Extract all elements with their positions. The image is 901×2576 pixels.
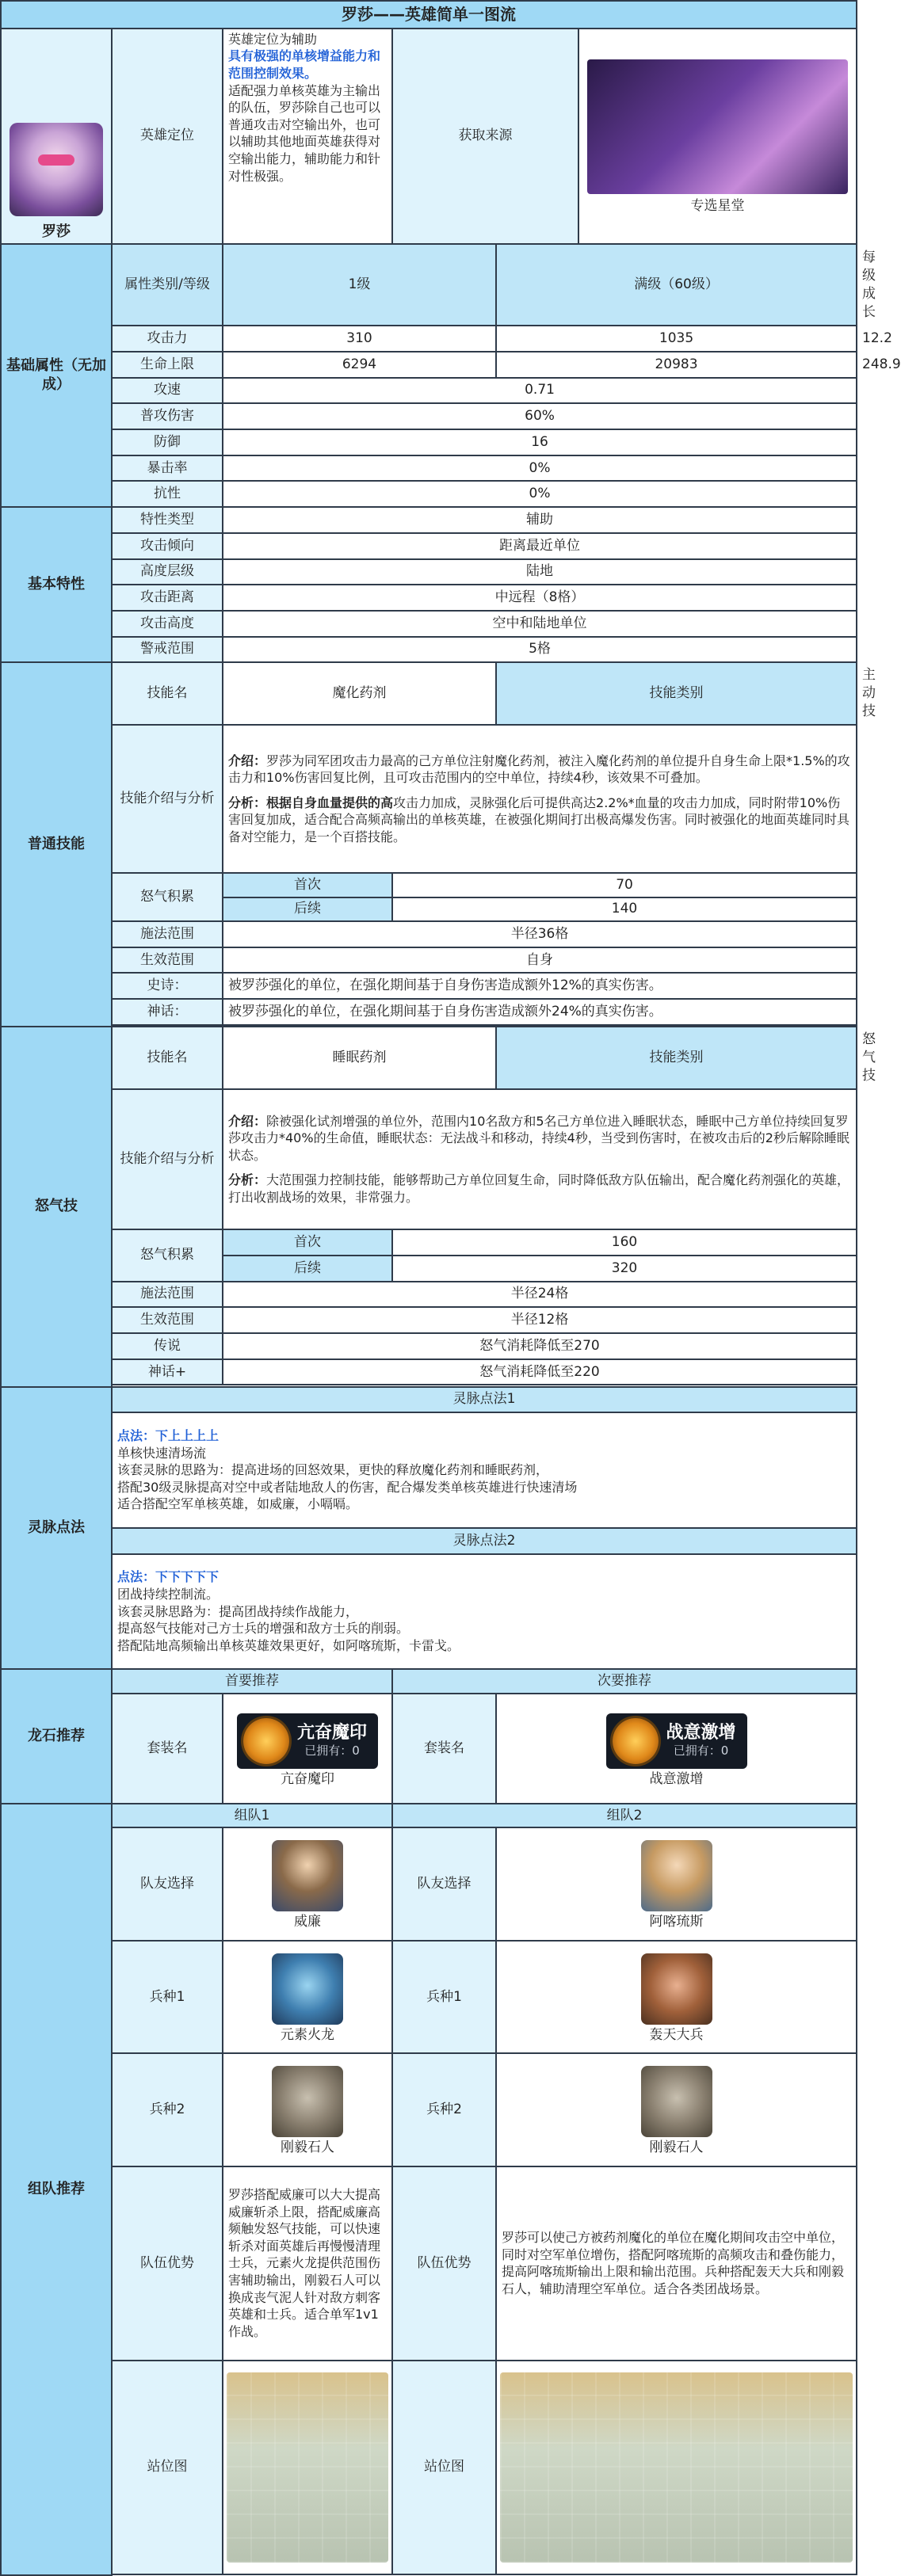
attack-label: 攻击力 — [112, 326, 223, 352]
skill1-first-value: 70 — [392, 873, 857, 897]
team2-troop2-label: 兵种2 — [392, 2053, 496, 2166]
team1-head: 组队1 — [112, 1804, 392, 1828]
skill2-rage-label: 怒气积累 — [112, 1229, 223, 1281]
dragon-set-2: 战意激增 已拥有：0 战意激增 — [496, 1694, 857, 1804]
skill1-type-label: 技能类别 — [496, 662, 857, 725]
team2-troop1: 轰天大兵 — [496, 1941, 857, 2053]
attack-height-value: 空中和陆地单位 — [223, 611, 857, 637]
skill2-first-value: 160 — [392, 1229, 857, 1256]
stone-golem-avatar-2 — [641, 2066, 712, 2137]
william-avatar — [272, 1840, 343, 1911]
team-section-label: 组队推荐 — [1, 1804, 112, 2575]
resist-label: 抗性 — [112, 481, 223, 507]
basic-section-label: 基础属性（无加成） — [1, 244, 112, 507]
skill1-rage-label: 怒气积累 — [112, 873, 223, 921]
team2-pos — [496, 2361, 857, 2574]
skill2-myth-label: 神话+ — [112, 1359, 223, 1385]
attack-height-label: 攻击高度 — [112, 611, 223, 637]
hero-portrait — [10, 123, 103, 216]
vein-method1-body: 点法：下上上上上 单核快速清场流 该套灵脉的思路为：提高进场的回怒效果，更快的释放魔化药剂和睡眠药剂， 搭配30级灵脉提高对空中或者陆地敌人的伤害，配合爆发类单核英雄进行快速清场 适合搭配空军单核英雄，如威廉，小嗝嗝。 — [112, 1412, 857, 1528]
skill1-effect-label: 生效范围 — [112, 947, 223, 974]
hero-cell — [1, 29, 112, 244]
hp-label: 生命上限 — [112, 352, 223, 378]
skill1-first-label: 首次 — [223, 873, 392, 897]
resist-value: 0% — [223, 481, 857, 507]
hero-info-sheet: 罗莎——英雄简单一图流 罗莎 英雄定位 英雄定位为辅助 具有极强的单核增益能力和范围控制效果。 适配强力单核英雄为主输出的队伍，罗莎除自己也可以普通攻击对空输出外，也可以辅助其他地面英雄获得对空输出能力，辅助能力和针对性极强。 获取来源 专选星堂 基础属性（无加成） 属性类别/等级 1级 满级（60级） 每级成长 攻击力 310 1035 12.2 生命上限 6294 20983 248.9 攻速 0.71 普攻伤害 60% 防御 16 暴击率 0% 抗性 0% 基本特性 特性类型 辅助 攻击倾向 距离最近单位 高度层级 陆地 攻击距离 中远程（8格） 攻击高度 空中和陆地单位 警戒范围 5格 普通技能 技能名 魔化药剂 技能类别 主动技 技能介绍与分析 介绍：罗莎为同军团攻击力最高的己方单位注射魔化药剂，被注入魔化药剂的单位提升自身生命上限*1.5%的攻击力和10%伤害回复比例，且可攻击范围内的空中单位，持续4秒，该效果不可叠加。 分析：根据自身血量提供的高攻击力加成，灵脉强化后可提供高达2.2%*血量的攻击力加成，同时附带10%伤害回复加成，适合配合高频高输出的单核英雄，在被强化期间打出极高爆发伤害。同时被强化的地面英雄同时具备对空能力，是一个百搭技能。 怒气积累 首次 70 后续 140 施法范围 半径36格 生效范围 自身 史诗： 被罗莎强化的单位，在强化期间基于自身伤害造成额外12%的真实伤害。 神话： 被罗莎强化的单位，在强化期间基于自身伤害造成额外24%的真实伤害。 怒气技 技能名 睡眠药剂 技能类别 怒气技 技能介绍与分析 介绍：除被强化试剂增强的单位外，范围内10名敌方和5名己方单位进入睡眠状态，睡眠中己方单位持续回复罗莎攻击力*40%的生命值，睡眠状态：无法战斗和移动，持续4秒，当受到伤害时，在被攻击后的2秒后解除睡眠状态。 分析：大范围强力控制技能，能够帮助己方单位回复生命，同时降低敌方队伍输出，配合魔化药剂强化的英雄，打出收割战场的效果，非常强力。 怒气积累 首次 160 后续 320 施法范围 半径24格 生效范围 半径12格 传说 怒气消耗降低至270 神话+ 怒气消耗降低至220 灵脉点法 灵脉点法1 点法：下上上上上 单核快速清场流 该套灵脉的思路为：提高进场的回怒效果，更快的释放魔化药剂和睡眠药剂， 搭配30级灵脉提高对空中或者陆地敌人的伤害，配合爆发类单核英雄进行快速清场 适合搭配空军单核英雄，如威廉，小嗝嗝。 灵脉点法2 点法：下下下下下 团战持续控制流。 该套灵脉思路为：提高团战持续作战能力， 提高怒气技能对己方士兵的增强和敌方士兵的削弱。 搭配陆地高频输出单核英雄效果更好，如阿喀琉斯，卡雷戈。 龙石推荐 首要推荐 次要推荐 套装名 亢奋魔印 已拥有：0 亢奋魔印 套装名 战意激增 已拥有：0 战意激增 组队推荐 组队1 组队2 队友选择 威廉 队友选择 阿喀琉斯 兵种1 元素火龙 兵种1 轰天大兵 兵种2 刚毅石人 兵种2 刚毅石人 队伍优势 罗莎搭配威廉可以大大提高威廉斩杀上限，搭配威廉高频触发怒气技能，可以快速斩杀对面英雄后再慢慢清理士兵，元素火龙提供范围伤害辅助输出，刚毅石人可以换成丧气泥人针对敌方刺客英雄和士兵。适合单军1v1作战。 队伍优势 罗莎可以使己方被药剂魔化的单位在魔化期间攻击空中单位，同时对空军单位增伤，搭配阿喀琉斯的高频攻击和叠伤能力，提高阿喀琉斯输出上限和输出范围。兵种搭配轰天大兵和刚毅石人，辅助清理空军单位。适合各类团战场景。 站位图 站位图 — [0, 0, 857, 2576]
trait-type-value: 辅助 — [223, 507, 857, 533]
attack-range-value: 中远程（8格） — [223, 585, 857, 611]
store-screenshot — [587, 59, 848, 194]
skill1-intro-label: 技能介绍与分析 — [112, 725, 223, 873]
team2-pos-label: 站位图 — [392, 2361, 496, 2574]
team1-adv-label: 队伍优势 — [112, 2166, 223, 2361]
basic-head-max: 满级（60级） — [496, 244, 857, 326]
skill2-intro-text: 介绍：除被强化试剂增强的单位外，范围内10名敌方和5名己方单位进入睡眠状态，睡眠中己方单位持续回复罗莎攻击力*40%的生命值，睡眠状态：无法战斗和移动，持续4秒，当受到伤害时，在被攻击后的2秒后解除睡眠状态。 分析：大范围强力控制技能，能够帮助己方单位回复生命，同时降低敌方队伍输出，配合魔化药剂强化的英雄，打出收割战场的效果，非常强力。 — [223, 1089, 857, 1229]
skill2-after-label: 后续 — [223, 1256, 392, 1282]
fire-dragon-avatar — [272, 1953, 343, 2025]
team1-pos-label: 站位图 — [112, 2361, 223, 2574]
source-value: 专选星堂 — [690, 198, 745, 215]
achilles-avatar — [641, 1840, 712, 1911]
height-layer-value: 陆地 — [223, 559, 857, 585]
traits-section-label: 基本特性 — [1, 507, 112, 662]
team2-troop1-label: 兵种1 — [392, 1941, 496, 2053]
attack-lv1: 310 — [223, 326, 496, 352]
team2-adv-label: 队伍优势 — [392, 2166, 496, 2361]
height-layer-label: 高度层级 — [112, 559, 223, 585]
dragon-primary-head: 首要推荐 — [112, 1669, 392, 1694]
hp-lv1: 6294 — [223, 352, 496, 378]
alert-range-label: 警戒范围 — [112, 637, 223, 663]
team1-troop2: 刚毅石人 — [223, 2053, 392, 2166]
crit-label: 暴击率 — [112, 455, 223, 482]
dragon-set-label-1: 套装名 — [112, 1694, 223, 1804]
team1-troop1: 元素火龙 — [223, 1941, 392, 2053]
dragon-secondary-head: 次要推荐 — [392, 1669, 857, 1694]
skill2-type-label: 技能类别 — [496, 1027, 857, 1089]
team1-mate: 威廉 — [223, 1827, 392, 1940]
flame-seal-icon — [243, 1718, 289, 1764]
target-pref-label: 攻击倾向 — [112, 533, 223, 559]
hp-max: 20983 — [496, 352, 857, 378]
alert-range-value: 5格 — [223, 637, 857, 663]
skill1-after-label: 后续 — [223, 897, 392, 922]
skill1-myth-label: 神话： — [112, 999, 223, 1025]
attack-speed-value: 0.71 — [223, 378, 857, 404]
basic-head-category: 属性类别/等级 — [112, 244, 223, 326]
normal-damage-value: 60% — [223, 403, 857, 429]
source-cell — [578, 29, 857, 244]
dragon-set-1: 亢奋魔印 已拥有：0 亢奋魔印 — [223, 1694, 392, 1804]
dragon-badge-1: 亢奋魔印 已拥有：0 — [237, 1713, 378, 1769]
team2-mate-label: 队友选择 — [392, 1827, 496, 1940]
basic-head-lv1: 1级 — [223, 244, 496, 326]
attack-max: 1035 — [496, 326, 857, 352]
skill1-name: 魔化药剂 — [223, 662, 496, 725]
trait-type-label: 特性类型 — [112, 507, 223, 533]
skill2-section-label: 怒气技 — [1, 1027, 112, 1387]
skill1-intro-text: 介绍：罗莎为同军团攻击力最高的己方单位注射魔化药剂，被注入魔化药剂的单位提升自身生命上限*1.5%的攻击力和10%伤害回复比例，且可攻击范围内的空中单位，持续4秒，该效果不可叠加。 分析：根据自身血量提供的高攻击力加成，灵脉强化后可提供高达2.2%*血量的攻击力加成，同时附带10%伤害回复加成，适合配合高频高输出的单核英雄，在被强化期间打出极高爆发伤害。同时被强化的地面英雄同时具备对空能力，是一个百搭技能。 — [223, 725, 857, 873]
skill1-cast-label: 施法范围 — [112, 921, 223, 947]
war-drum-icon — [613, 1718, 659, 1764]
skill2-first-label: 首次 — [223, 1229, 392, 1256]
skill2-cast-value: 半径24格 — [223, 1282, 857, 1308]
skill1-effect-value: 自身 — [223, 947, 857, 974]
defense-value: 16 — [223, 429, 857, 455]
skill2-legend-value: 怒气消耗降低至270 — [223, 1333, 857, 1359]
page-title: 罗莎——英雄简单一图流 — [1, 1, 857, 29]
normal-damage-label: 普攻伤害 — [112, 403, 223, 429]
dragon-badge-2: 战意激增 已拥有：0 — [606, 1713, 747, 1769]
team2-mate: 阿喀琉斯 — [496, 1827, 857, 1940]
team2-head: 组队2 — [392, 1804, 857, 1828]
skill1-section-label: 普通技能 — [1, 662, 112, 1027]
vein-method2-head: 灵脉点法2 — [112, 1528, 857, 1554]
team2-formation-map — [500, 2372, 853, 2563]
skill2-cast-label: 施法范围 — [112, 1282, 223, 1308]
team1-formation-map — [227, 2372, 388, 2563]
skill1-myth-value: 被罗莎强化的单位，在强化期间基于自身伤害造成额外24%的真实伤害。 — [223, 999, 857, 1025]
skill2-intro-label: 技能介绍与分析 — [112, 1089, 223, 1229]
skill2-effect-value: 半径12格 — [223, 1307, 857, 1333]
crit-value: 0% — [223, 455, 857, 482]
vein-section-label: 灵脉点法 — [1, 1387, 112, 1670]
dragon-set-label-2: 套装名 — [392, 1694, 496, 1804]
team2-troop2: 刚毅石人 — [496, 2053, 857, 2166]
skill1-epic-label: 史诗： — [112, 973, 223, 999]
skill2-name-label: 技能名 — [112, 1027, 223, 1089]
team1-troop1-label: 兵种1 — [112, 1941, 223, 2053]
skill2-myth-value: 怒气消耗降低至220 — [223, 1359, 857, 1385]
bomber-avatar — [641, 1953, 712, 2025]
skill2-effect-label: 生效范围 — [112, 1307, 223, 1333]
source-label: 获取来源 — [392, 29, 578, 244]
skill1-after-value: 140 — [392, 897, 857, 922]
hero-position-text: 英雄定位为辅助 具有极强的单核增益能力和范围控制效果。 适配强力单核英雄为主输出的队伍，罗莎除自己也可以普通攻击对空输出外，也可以辅助其他地面英雄获得对空输出能力，辅助能力和针对性极强。 — [223, 29, 392, 244]
defense-label: 防御 — [112, 429, 223, 455]
dragon-section-label: 龙石推荐 — [1, 1669, 112, 1804]
skill2-name: 睡眠药剂 — [223, 1027, 496, 1089]
team2-adv: 罗莎可以使己方被药剂魔化的单位在魔化期间攻击空中单位，同时对空军单位增伤，搭配阿喀琉斯的高频攻击和叠伤能力，提高阿喀琉斯输出上限和输出范围。兵种搭配轰天大兵和刚毅石人，辅助清理空军单位。适合各类团战场景。 — [496, 2166, 857, 2361]
skill1-epic-value: 被罗莎强化的单位，在强化期间基于自身伤害造成额外12%的真实伤害。 — [223, 973, 857, 999]
skill2-legend-label: 传说 — [112, 1333, 223, 1359]
hero-position-label: 英雄定位 — [112, 29, 223, 244]
skill1-cast-value: 半径36格 — [223, 921, 857, 947]
team1-mate-label: 队友选择 — [112, 1827, 223, 1940]
vein-method1-head: 灵脉点法1 — [112, 1387, 857, 1413]
skill2-after-value: 320 — [392, 1256, 857, 1282]
vein-method2-body: 点法：下下下下下 团战持续控制流。 该套灵脉思路为：提高团战持续作战能力， 提高怒气技能对己方士兵的增强和敌方士兵的削弱。 搭配陆地高频输出单核英雄效果更好，如阿喀琉斯，卡雷戈。 — [112, 1554, 857, 1670]
hero-name: 罗莎 — [42, 223, 71, 240]
team1-adv: 罗莎搭配威廉可以大大提高威廉斩杀上限，搭配威廉高频触发怒气技能，可以快速斩杀对面英雄后再慢慢清理士兵，元素火龙提供范围伤害辅助输出，刚毅石人可以换成丧气泥人针对敌方刺客英雄和士兵。适合单军1v1作战。 — [223, 2166, 392, 2361]
team1-troop2-label: 兵种2 — [112, 2053, 223, 2166]
team1-pos — [223, 2361, 392, 2574]
stone-golem-avatar — [272, 2066, 343, 2137]
target-pref-value: 距离最近单位 — [223, 533, 857, 559]
attack-range-label: 攻击距离 — [112, 585, 223, 611]
attack-speed-label: 攻速 — [112, 378, 223, 404]
skill1-name-label: 技能名 — [112, 662, 223, 725]
